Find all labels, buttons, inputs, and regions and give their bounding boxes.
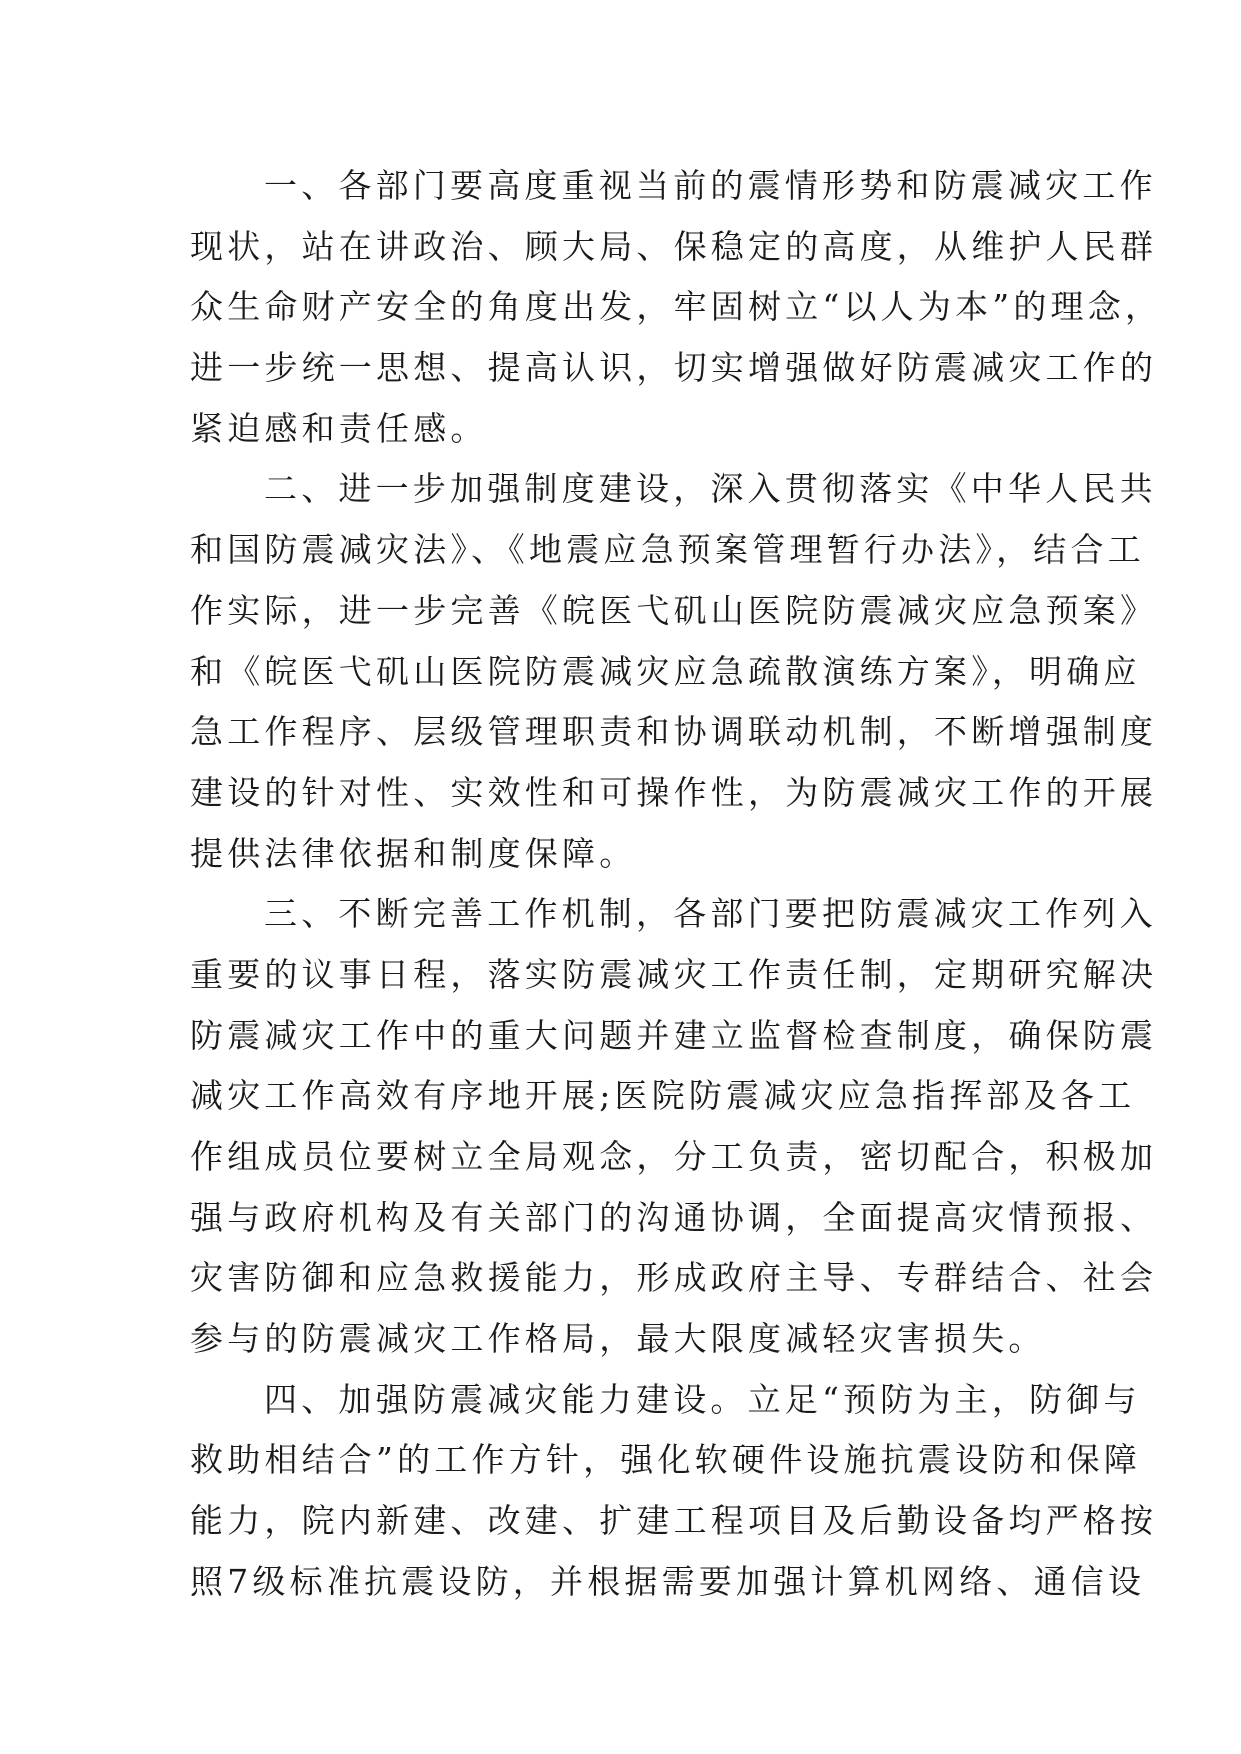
text-line: 参与的防震减灾工作格局，最大限度减轻灾害损失。 — [190, 1319, 1046, 1359]
text-line: 减灾工作高效有序地开展;医院防震减灾应急指挥部及各工 — [190, 1076, 1136, 1116]
text-line: 灾害防御和应急救援能力，形成政府主导、专群结合、社会 — [190, 1258, 1158, 1298]
text-line: 和《皖医弋矶山医院防震减灾应急疏散演练方案》，明确应 — [190, 651, 1141, 691]
paragraph-3 — [190, 884, 1158, 1370]
text-line: 作组成员位要树立全局观念，分工负责，密切配合，积极加 — [190, 1137, 1158, 1176]
text-line: 进一步统一思想、提高认识，切实增强做好防震减灾工作的 — [190, 348, 1158, 388]
document-body — [190, 156, 1163, 1613]
text-line: 作实际，进一步完善《皖医弋矶山医院防震减灾应急预案》 — [190, 590, 1158, 630]
text-line: 二、进一步加强制度建设，深入贯彻落实《中华人民共 — [264, 469, 1157, 509]
text-line: 提供法律依据和制度保障。 — [190, 833, 637, 873]
text-line: 重要的议事日程，落实防震减灾工作责任制，定期研究解决 — [190, 954, 1158, 994]
paragraph-2 — [190, 459, 1158, 884]
text-line: 急工作程序、层级管理职责和协调联动机制，不断增强制度 — [190, 712, 1158, 752]
text-line: 三、不断完善工作机制，各部门要把防震减灾工作列入 — [264, 894, 1157, 934]
text-line: 四、加强防震减灾能力建设。立足“预防为主，防御与 — [264, 1379, 1141, 1419]
text-line: 强与政府机构及有关部门的沟通协调，全面提高灾情预报、 — [190, 1197, 1158, 1237]
text-line: 现状，站在讲政治、顾大局、保稳定的高度，从维护人民群 — [190, 226, 1158, 266]
text-line: 照7级标准抗震设防，并根据需要加强计算机网络、通信设 — [190, 1561, 1146, 1601]
text-line: 建设的针对性、实效性和可操作性，为防震减灾工作的开展 — [190, 772, 1158, 812]
paragraph-1 — [190, 156, 1163, 459]
text-line: 能力，院内新建、改建、扩建工程项目及后勤设备均严格按 — [190, 1501, 1158, 1541]
text-line: 紧迫感和责任感。 — [190, 408, 488, 448]
text-line: 一、各部门要高度重视当前的震情形势和防震减灾工作 — [264, 166, 1157, 205]
text-line: 众生命财产安全的角度出发，牢固树立“以人为本”的理念， — [190, 287, 1163, 327]
text-line: 防震减灾工作中的重大问题并建立监督检查制度，确保防震 — [190, 1015, 1158, 1055]
text-line: 救助相结合”的工作方针，强化软硬件设施抗震设防和保障 — [190, 1440, 1142, 1480]
text-line: 和国防震减灾法》、《地震应急预案管理暂行办法》，结合工 — [190, 530, 1145, 570]
paragraph-4 — [190, 1370, 1158, 1613]
